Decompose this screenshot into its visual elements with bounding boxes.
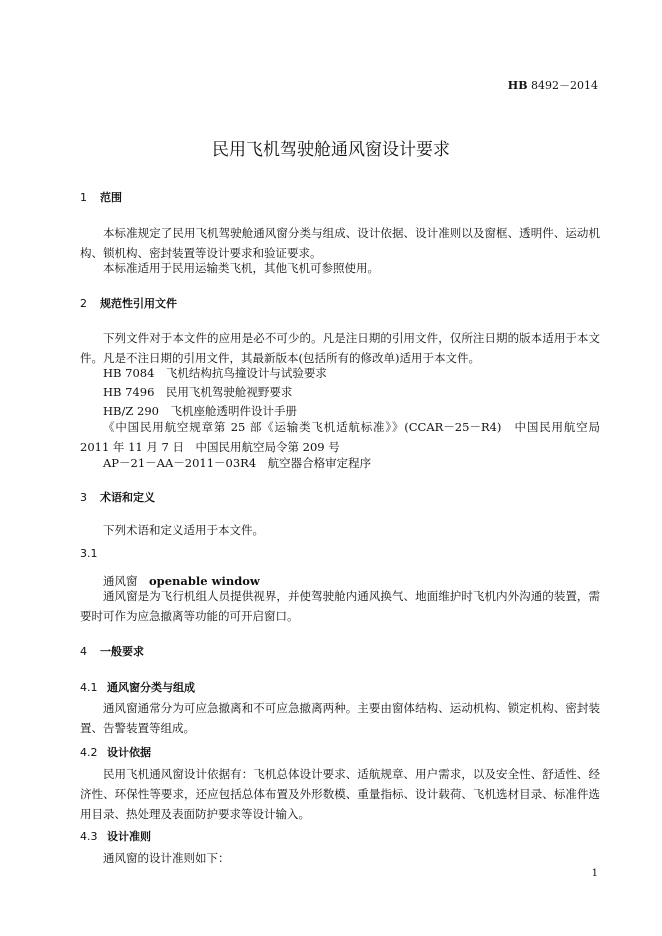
section-3-heading xyxy=(80,489,155,505)
standard-prefix: HB xyxy=(507,79,528,92)
subsection-4-2-heading xyxy=(80,744,151,760)
section-1-paragraph-2: 本标准适用于民用运输类飞机，其他飞机可参照使用。 xyxy=(103,261,379,275)
section-1-title: 范围 xyxy=(100,191,122,204)
subsection-4-3-heading xyxy=(80,828,151,844)
subsection-4-2-number: 4.2 xyxy=(80,746,98,759)
subsection-4-2-text: 民用飞机通风窗设计依据有：飞机总体设计要求、适航规章、用户需求，以及安全性、舒适性、经济性、环保性等要求，还应包括总体布置及外形数模、重量指标、设计载荷、飞机选材目录、标准件选用目录、热处理及表面防护要求等设计输入。 xyxy=(80,767,600,821)
subsection-4-3-text: 通风窗的设计准则如下： xyxy=(103,851,230,865)
section-1-number: 1 xyxy=(80,191,87,204)
section-4-title: 一般要求 xyxy=(100,645,144,658)
subsection-4-3-title: 设计准则 xyxy=(107,830,151,843)
term-chinese: 通风窗 xyxy=(103,574,138,588)
standard-code: 8492－2014 xyxy=(531,79,598,92)
section-2-paragraph-1: 下列文件对于本文件的应用是必不可少的。凡是注日期的引用文件，仅所注日期的版本适用于本文件。凡是不注日期的引用文件，其最新版本(包括所有的修改单)适用于本文件。 xyxy=(80,331,600,365)
page-number: 1 xyxy=(591,868,598,879)
section-2-heading xyxy=(80,295,177,311)
section-3-number: 3 xyxy=(80,491,87,504)
section-1-heading xyxy=(80,189,122,205)
term-english: openable window xyxy=(149,574,260,588)
section-4-number: 4 xyxy=(80,645,87,658)
reference-item: HB 7496 民用飞机驾驶舱视野要求 xyxy=(103,385,293,399)
subsection-4-3-number: 4.3 xyxy=(80,830,98,843)
section-3-title: 术语和定义 xyxy=(100,491,155,504)
subsection-4-1-number: 4.1 xyxy=(80,681,98,694)
subsection-4-1-text: 通风窗通常分为可应急撤离和不可应急撤离两种。主要由窗体结构、运动机构、锁定机构、密封装置、告警装置等组成。 xyxy=(80,701,600,735)
reference-ccar: 《中国民用航空规章第 25 部《运输类飞机适航标准》》(CCAR－25－R4) 中国民用航空局 2011 年 11 月 7 日 中国民用航空局令第 209 号 xyxy=(80,420,612,454)
subsection-4-1-title: 通风窗分类与组成 xyxy=(107,681,195,694)
subsection-4-1-heading xyxy=(80,679,195,695)
document-title: 民用飞机驾驶舱通风窗设计要求 xyxy=(212,140,450,160)
subsection-3-1-number: 3.1 xyxy=(80,547,98,560)
section-2-number: 2 xyxy=(80,297,87,310)
term-definition: 通风窗是为飞行机组人员提供视界，并使驾驶舱内通风换气、地面维护时飞机内外沟通的装置，需要时可作为应急撤离等功能的可开启窗口。 xyxy=(80,589,600,623)
subsection-4-2-title: 设计依据 xyxy=(107,746,151,759)
section-1-paragraph-1: 本标准规定了民用飞机驾驶舱通风窗分类与组成、设计依据、设计准则以及窗框、透明件、运动机构、锁机构、密封装置等设计要求和验证要求。 xyxy=(80,226,600,260)
section-2-title: 规范性引用文件 xyxy=(100,297,177,310)
standard-number xyxy=(508,77,598,93)
reference-item: HB 7084 飞机结构抗鸟撞设计与试验要求 xyxy=(103,366,327,380)
section-3-intro: 下列术语和定义适用于本文件。 xyxy=(103,523,264,537)
reference-item: HB/Z 290 飞机座舱透明件设计手册 xyxy=(103,404,297,418)
reference-ap: AP－21－AA－2011－03R4 航空器合格审定程序 xyxy=(103,456,372,470)
section-4-heading xyxy=(80,643,144,659)
